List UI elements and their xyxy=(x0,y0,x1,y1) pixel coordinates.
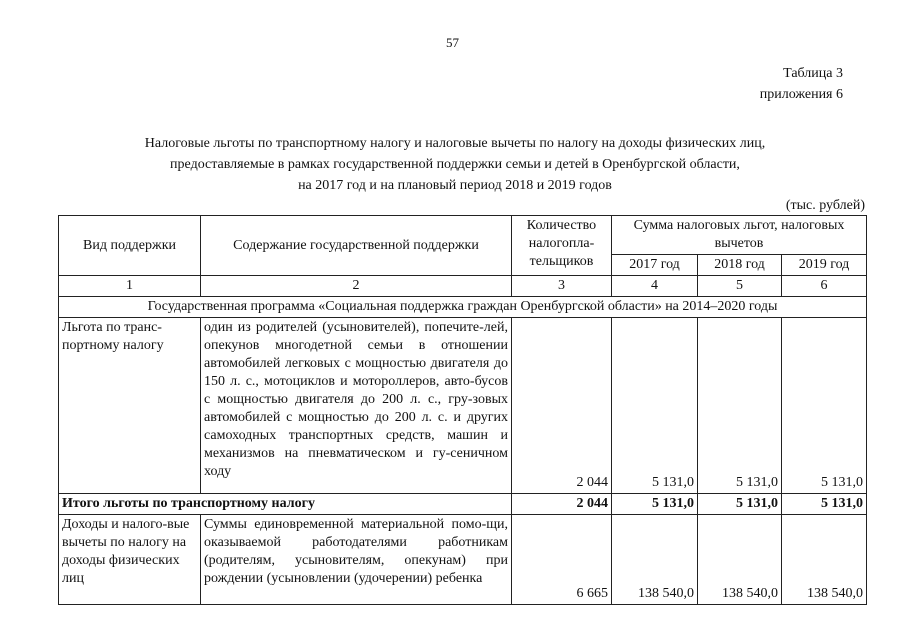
row-2017: 5 131,0 xyxy=(612,318,698,494)
row2-2017: 138 540,0 xyxy=(612,515,698,605)
program-row: Государственная программа «Социальная поддержка граждан Оренбургской области» на 2014–2020 годы xyxy=(59,297,867,318)
title-line-1: Налоговые льготы по транспортному налогу и налоговые вычеты по налогу на доходы физических лиц, xyxy=(144,136,766,151)
caption-line-1: Таблица 3 xyxy=(783,66,843,81)
row-count: 2 044 xyxy=(512,318,612,494)
total-label: Итого льготы по транспортному налогу xyxy=(59,494,512,515)
header-count: Количество налогопла-тельщиков xyxy=(512,216,612,276)
row-type: Льгота по транс-портному налогу xyxy=(59,318,201,494)
units-label: (тыс. рублей) xyxy=(785,198,865,213)
col-number: 1 xyxy=(59,276,201,297)
header-year-2018: 2018 год xyxy=(698,255,782,276)
header-year-2019: 2019 год xyxy=(782,255,867,276)
total-2018: 5 131,0 xyxy=(698,494,782,515)
benefits-table xyxy=(58,215,867,605)
header-sum: Сумма налоговых льгот, налоговых вычетов xyxy=(612,216,867,255)
col-number: 6 xyxy=(782,276,867,297)
header-year-2017: 2017 год xyxy=(612,255,698,276)
row-content: один из родителей (усыновителей), попечите-лей, опекунов многодетной семьи в отношении автомобилей легковых с мощностью двигателя до 150 л. с., мотоциклов и мотороллеров, авто-бусов с мощностью двигателя до 200 л. с., гру-зовых автомобилей с мощностью до 200 л. с. и других самоходных транспортных средств, машин и механизмов на пневматическом и гу-сеничном ходу xyxy=(201,318,512,494)
header-content: Содержание государственной поддержки xyxy=(201,216,512,276)
page-number: 57 xyxy=(446,35,459,50)
row2-count: 6 665 xyxy=(512,515,612,605)
header-type: Вид поддержки xyxy=(59,216,201,276)
col-number: 5 xyxy=(698,276,782,297)
row2-2019: 138 540,0 xyxy=(782,515,867,605)
caption-line-2: приложения 6 xyxy=(759,87,843,102)
col-number: 2 xyxy=(201,276,512,297)
row2-type: Доходы и налого-вые вычеты по налогу на доходы физических лиц xyxy=(59,515,201,605)
col-number: 4 xyxy=(612,276,698,297)
row-2019: 5 131,0 xyxy=(782,318,867,494)
total-2019: 5 131,0 xyxy=(782,494,867,515)
total-2017: 5 131,0 xyxy=(612,494,698,515)
title-line-2: предоставляемые в рамках государственной поддержки семьи и детей в Оренбургской области, xyxy=(170,157,740,172)
document-title xyxy=(60,133,850,196)
row2-content: Суммы единовременной материальной помо-щи, оказываемой работодателями работникам (родителям, усыновителям, опекунам) при рождении (усыновлении (удочерении) ребенка xyxy=(201,515,512,605)
table-caption xyxy=(760,63,843,105)
row-2018: 5 131,0 xyxy=(698,318,782,494)
total-count: 2 044 xyxy=(512,494,612,515)
row2-2018: 138 540,0 xyxy=(698,515,782,605)
col-number: 3 xyxy=(512,276,612,297)
title-line-3: на 2017 год и на плановый период 2018 и 2019 годов xyxy=(298,178,612,193)
